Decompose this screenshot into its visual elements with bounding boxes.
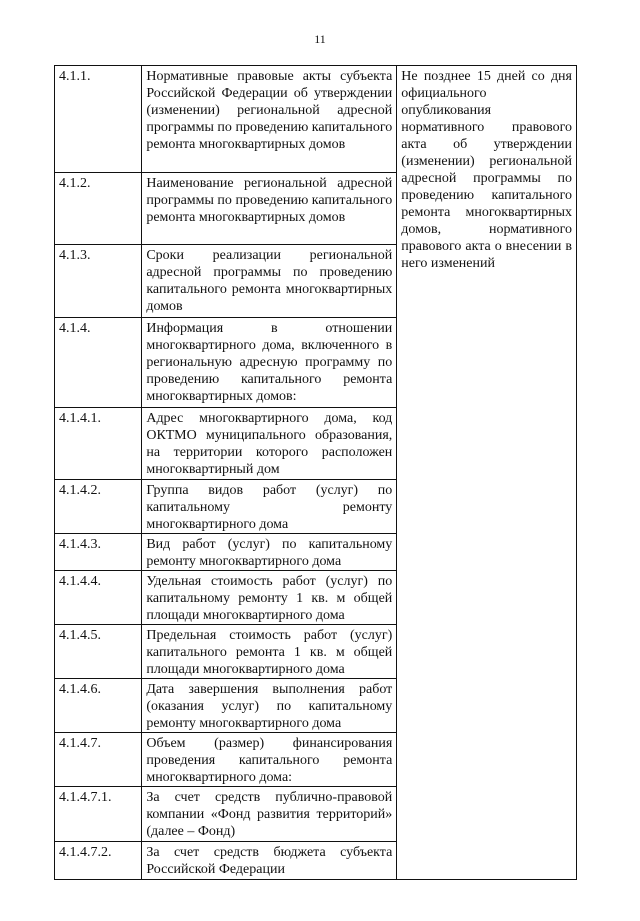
- row-description: Дата завершения выполнения работ (оказания услуг) по капитальному ремонту многоквартирного дома: [142, 679, 397, 733]
- row-number: 4.1.2.: [55, 173, 142, 245]
- row-number: 4.1.3.: [55, 245, 142, 318]
- row-number: 4.1.4.7.2.: [55, 842, 142, 880]
- row-description: Удельная стоимость работ (услуг) по капитальному ремонту 1 кв. м общей площади многоквартирного дома: [142, 571, 397, 625]
- row-description: Сроки реализации региональной адресной программы по проведению капитального ремонта многоквартирных домов: [142, 245, 397, 318]
- row-description: За счет средств публично-правовой компании «Фонд развития территорий» (далее – Фонд): [142, 787, 397, 842]
- deadline-cell: Не позднее 15 дней со дня официального опубликования нормативного правового акта об утверждении (изменении) региональной адресной программы по проведению капитального ремонта многоквартирных домов, нормативного правового акта о внесении в него изменений: [397, 66, 577, 880]
- row-description: Объем (размер) финансирования проведения капитального ремонта многоквартирного дома:: [142, 733, 397, 787]
- requirements-table: [54, 65, 577, 880]
- row-number: 4.1.4.3.: [55, 534, 142, 571]
- row-description: Информация в отношении многоквартирного дома, включенного в региональную адресную программу по проведению капитального ремонта многоквартирных домов:: [142, 318, 397, 408]
- row-description: Предельная стоимость работ (услуг) капитального ремонта 1 кв. м общей площади многоквартирного дома: [142, 625, 397, 679]
- page-number: 11: [314, 32, 326, 46]
- row-number: 4.1.4.1.: [55, 408, 142, 480]
- row-number: 4.1.4.2.: [55, 480, 142, 534]
- row-number: 4.1.4.7.1.: [55, 787, 142, 842]
- row-description: Вид работ (услуг) по капитальному ремонту многоквартирного дома: [142, 534, 397, 571]
- row-description: Наименование региональной адресной программы по проведению капитального ремонта многоквартирных домов: [142, 173, 397, 245]
- row-number: 4.1.4.4.: [55, 571, 142, 625]
- row-number: 4.1.4.: [55, 318, 142, 408]
- row-number: 4.1.1.: [55, 66, 142, 173]
- row-description: Нормативные правовые акты субъекта Российской Федерации об утверждении (изменении) региональной адресной программы по проведению капитального ремонта многоквартирных домов: [142, 66, 397, 173]
- table-row: [55, 66, 577, 173]
- row-description: За счет средств бюджета субъекта Российской Федерации: [142, 842, 397, 880]
- row-description: Группа видов работ (услуг) по капитальному ремонту многоквартирного дома: [142, 480, 397, 534]
- row-number: 4.1.4.7.: [55, 733, 142, 787]
- row-number: 4.1.4.5.: [55, 625, 142, 679]
- row-description: Адрес многоквартирного дома, код ОКТМО муниципального образования, на территории которого расположен многоквартирный дом: [142, 408, 397, 480]
- row-number: 4.1.4.6.: [55, 679, 142, 733]
